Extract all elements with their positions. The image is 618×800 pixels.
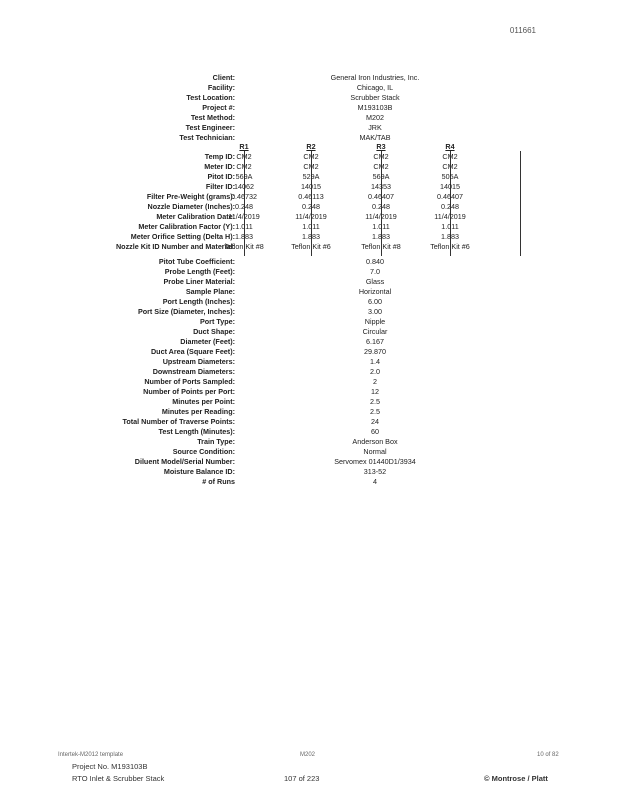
param-row bbox=[0, 377, 618, 387]
run-cell: 0.248 bbox=[441, 202, 459, 211]
run-cell: 11/4/2019 bbox=[365, 212, 397, 221]
run-cell: 0.248 bbox=[372, 202, 390, 211]
param-row bbox=[0, 467, 618, 477]
run-row bbox=[0, 162, 618, 172]
param-value: Horizontal bbox=[358, 287, 392, 296]
param-label: Downstream Diameters: bbox=[152, 367, 235, 376]
param-row bbox=[0, 447, 618, 457]
param-value: Normal bbox=[363, 447, 387, 456]
run-row bbox=[0, 182, 618, 192]
info-row bbox=[0, 103, 618, 113]
param-row bbox=[0, 407, 618, 417]
param-row bbox=[0, 367, 618, 377]
run-cell: 1.883 bbox=[235, 232, 253, 241]
param-value: 6.167 bbox=[366, 337, 384, 346]
run-cell: 1.011 bbox=[441, 222, 459, 231]
param-label: Pitot Tube Coefficient: bbox=[158, 257, 235, 266]
info-value: General Iron Industries, Inc. bbox=[330, 73, 420, 82]
run-row bbox=[0, 222, 618, 232]
info-label: Test Location: bbox=[186, 93, 235, 102]
param-value: 7.0 bbox=[370, 267, 380, 276]
run-row bbox=[0, 212, 618, 222]
run-row-label: Meter Calibration Date: bbox=[156, 212, 235, 221]
run-row bbox=[0, 152, 618, 162]
param-row bbox=[0, 267, 618, 277]
footer-project: Project No. M193103B bbox=[72, 762, 148, 771]
info-label: Project #: bbox=[202, 103, 235, 112]
param-label: Diameter (Feet): bbox=[180, 337, 235, 346]
run-cell: 569A bbox=[235, 172, 253, 181]
param-label: Probe Length (Feet): bbox=[164, 267, 235, 276]
run-cell: 1.011 bbox=[372, 222, 390, 231]
param-value: 29.870 bbox=[364, 347, 386, 356]
info-label: Test Method: bbox=[190, 113, 235, 122]
param-label: Number of Ports Sampled: bbox=[144, 377, 235, 386]
info-row bbox=[0, 73, 618, 83]
param-label: Duct Area (Square Feet): bbox=[150, 347, 235, 356]
run-row-label: Nozzle Kit ID Number and Material: bbox=[115, 242, 235, 251]
run-cell: CM2 bbox=[236, 162, 252, 171]
run-row-label: Nozzle Diameter (Inches): bbox=[147, 202, 235, 211]
method-label: M202 bbox=[300, 752, 316, 758]
run-row-label: Pitot ID: bbox=[207, 172, 235, 181]
run-cell: 1.011 bbox=[302, 222, 320, 231]
run-cell: CM2 bbox=[236, 152, 252, 161]
param-label: Probe Liner Material: bbox=[163, 277, 235, 286]
info-value: MAK/TAB bbox=[359, 133, 391, 142]
run-cell: 14015 bbox=[301, 182, 321, 191]
param-row bbox=[0, 327, 618, 337]
param-value: 2.5 bbox=[370, 407, 380, 416]
param-value: 0.840 bbox=[366, 257, 384, 266]
run-cell: 1.883 bbox=[372, 232, 390, 241]
param-label: Moisture Balance ID: bbox=[163, 467, 235, 476]
param-value: Anderson Box bbox=[352, 437, 398, 446]
run-header: R3 bbox=[376, 142, 386, 151]
run-row bbox=[0, 192, 618, 202]
run-row-label: Filter Pre-Weight (grams): bbox=[146, 192, 235, 201]
run-row bbox=[0, 232, 618, 242]
info-row bbox=[0, 123, 618, 133]
param-row bbox=[0, 307, 618, 317]
template-page: 10 of 82 bbox=[537, 752, 559, 758]
param-value: Nipple bbox=[364, 317, 386, 326]
run-cell: 0.46407 bbox=[437, 192, 463, 201]
run-cell: 14062 bbox=[234, 182, 254, 191]
run-cell: 505A bbox=[441, 172, 459, 181]
run-cell: 11/4/2019 bbox=[295, 212, 327, 221]
param-row bbox=[0, 457, 618, 467]
param-row bbox=[0, 427, 618, 437]
run-cell: Teflon Kit #6 bbox=[430, 242, 470, 251]
param-label: Port Size (Diameter, Inches): bbox=[137, 307, 235, 316]
param-label: Minutes per Point: bbox=[172, 397, 235, 406]
template-name: Intertek-M2012 template bbox=[58, 752, 124, 758]
info-value: JRK bbox=[368, 123, 382, 132]
param-label: Upstream Diameters: bbox=[162, 357, 235, 366]
param-row bbox=[0, 437, 618, 447]
param-value: 2 bbox=[373, 377, 377, 386]
param-label: Diluent Model/Serial Number: bbox=[134, 457, 235, 466]
param-value: 313-52 bbox=[363, 467, 387, 476]
param-row bbox=[0, 287, 618, 297]
param-label: Port Length (Inches): bbox=[162, 297, 235, 306]
param-value: 24 bbox=[371, 417, 379, 426]
page-id: 011661 bbox=[509, 26, 536, 35]
info-label: Client: bbox=[212, 73, 235, 82]
run-cell: CM2 bbox=[442, 152, 458, 161]
param-label: Number of Points per Port: bbox=[143, 387, 235, 396]
param-row bbox=[0, 417, 618, 427]
run-row-label: Meter ID: bbox=[204, 162, 235, 171]
param-row bbox=[0, 357, 618, 367]
info-value: Chicago, IL bbox=[356, 83, 394, 92]
run-row-label: Meter Calibration Factor (Y): bbox=[138, 222, 235, 231]
param-row bbox=[0, 477, 618, 487]
param-row bbox=[0, 277, 618, 287]
run-cell: 0.46732 bbox=[231, 192, 257, 201]
info-label: Test Technician: bbox=[179, 133, 235, 142]
param-value: 60 bbox=[371, 427, 379, 436]
param-row bbox=[0, 337, 618, 347]
run-cell: CM2 bbox=[373, 162, 389, 171]
run-header: R2 bbox=[306, 142, 316, 151]
param-label: Minutes per Reading: bbox=[161, 407, 235, 416]
param-value: 2.5 bbox=[370, 397, 380, 406]
run-cell: CM2 bbox=[303, 162, 319, 171]
info-row bbox=[0, 113, 618, 123]
run-row bbox=[0, 202, 618, 212]
param-value: 6.00 bbox=[368, 297, 382, 306]
run-cell: Teflon Kit #6 bbox=[291, 242, 331, 251]
run-header: R4 bbox=[445, 142, 455, 151]
run-row-label: Filter ID: bbox=[205, 182, 235, 191]
run-cell: 529A bbox=[302, 172, 320, 181]
param-row bbox=[0, 257, 618, 267]
run-row-label: Meter Orifice Setting (Delta H): bbox=[130, 232, 235, 241]
param-value: 12 bbox=[371, 387, 379, 396]
run-cell: 1.883 bbox=[441, 232, 459, 241]
run-cell: 1.011 bbox=[235, 222, 253, 231]
param-label: Source Condition: bbox=[172, 447, 235, 456]
run-header-row bbox=[0, 142, 618, 152]
param-label: Train Type: bbox=[197, 437, 235, 446]
run-cell: 0.248 bbox=[302, 202, 320, 211]
param-value: 4 bbox=[373, 477, 377, 486]
param-label: Test Length (Minutes): bbox=[158, 427, 235, 436]
param-value: Servomex 01440D1/3934 bbox=[334, 457, 416, 466]
run-cell: CM2 bbox=[373, 152, 389, 161]
info-row bbox=[0, 83, 618, 93]
footer-brand: © Montrose / Platt bbox=[484, 774, 548, 783]
param-row bbox=[0, 297, 618, 307]
param-label: Total Number of Traverse Points: bbox=[122, 417, 235, 426]
run-cell: 0.46113 bbox=[298, 192, 324, 201]
param-label: Duct Shape: bbox=[193, 327, 235, 336]
param-label: # of Runs bbox=[202, 477, 235, 486]
run-row-label: Temp ID: bbox=[204, 152, 235, 161]
run-cell: 1.883 bbox=[302, 232, 320, 241]
run-cell: 0.46407 bbox=[368, 192, 394, 201]
info-row bbox=[0, 93, 618, 103]
param-value: 1.4 bbox=[370, 357, 380, 366]
param-value: Circular bbox=[362, 327, 388, 336]
run-cell: CM2 bbox=[442, 162, 458, 171]
param-row bbox=[0, 317, 618, 327]
run-cell: 569A bbox=[372, 172, 390, 181]
run-cell: 11/4/2019 bbox=[434, 212, 466, 221]
param-value: 3.00 bbox=[368, 307, 382, 316]
info-label: Test Engineer: bbox=[185, 123, 235, 132]
run-cell: 14353 bbox=[371, 182, 391, 191]
run-cell: Teflon Kit #8 bbox=[361, 242, 401, 251]
run-cell: CM2 bbox=[303, 152, 319, 161]
run-cell: 14015 bbox=[440, 182, 460, 191]
info-label: Facility: bbox=[207, 83, 235, 92]
param-row bbox=[0, 387, 618, 397]
info-value: Scrubber Stack bbox=[350, 93, 400, 102]
footer-page: 107 of 223 bbox=[284, 774, 320, 783]
info-value: M202 bbox=[366, 113, 384, 122]
run-cell: 11/4/2019 bbox=[228, 212, 260, 221]
param-row bbox=[0, 397, 618, 407]
param-value: 2.0 bbox=[370, 367, 380, 376]
footer-location: RTO Inlet & Scrubber Stack bbox=[72, 774, 165, 783]
run-row bbox=[0, 242, 618, 252]
param-label: Sample Plane: bbox=[185, 287, 235, 296]
run-row bbox=[0, 172, 618, 182]
run-cell: 0.248 bbox=[235, 202, 253, 211]
info-value: M193103B bbox=[357, 103, 393, 112]
run-header: R1 bbox=[239, 142, 249, 151]
param-row bbox=[0, 347, 618, 357]
run-cell: Teflon Kit #8 bbox=[224, 242, 264, 251]
param-label: Port Type: bbox=[199, 317, 235, 326]
param-value: Glass bbox=[365, 277, 385, 286]
